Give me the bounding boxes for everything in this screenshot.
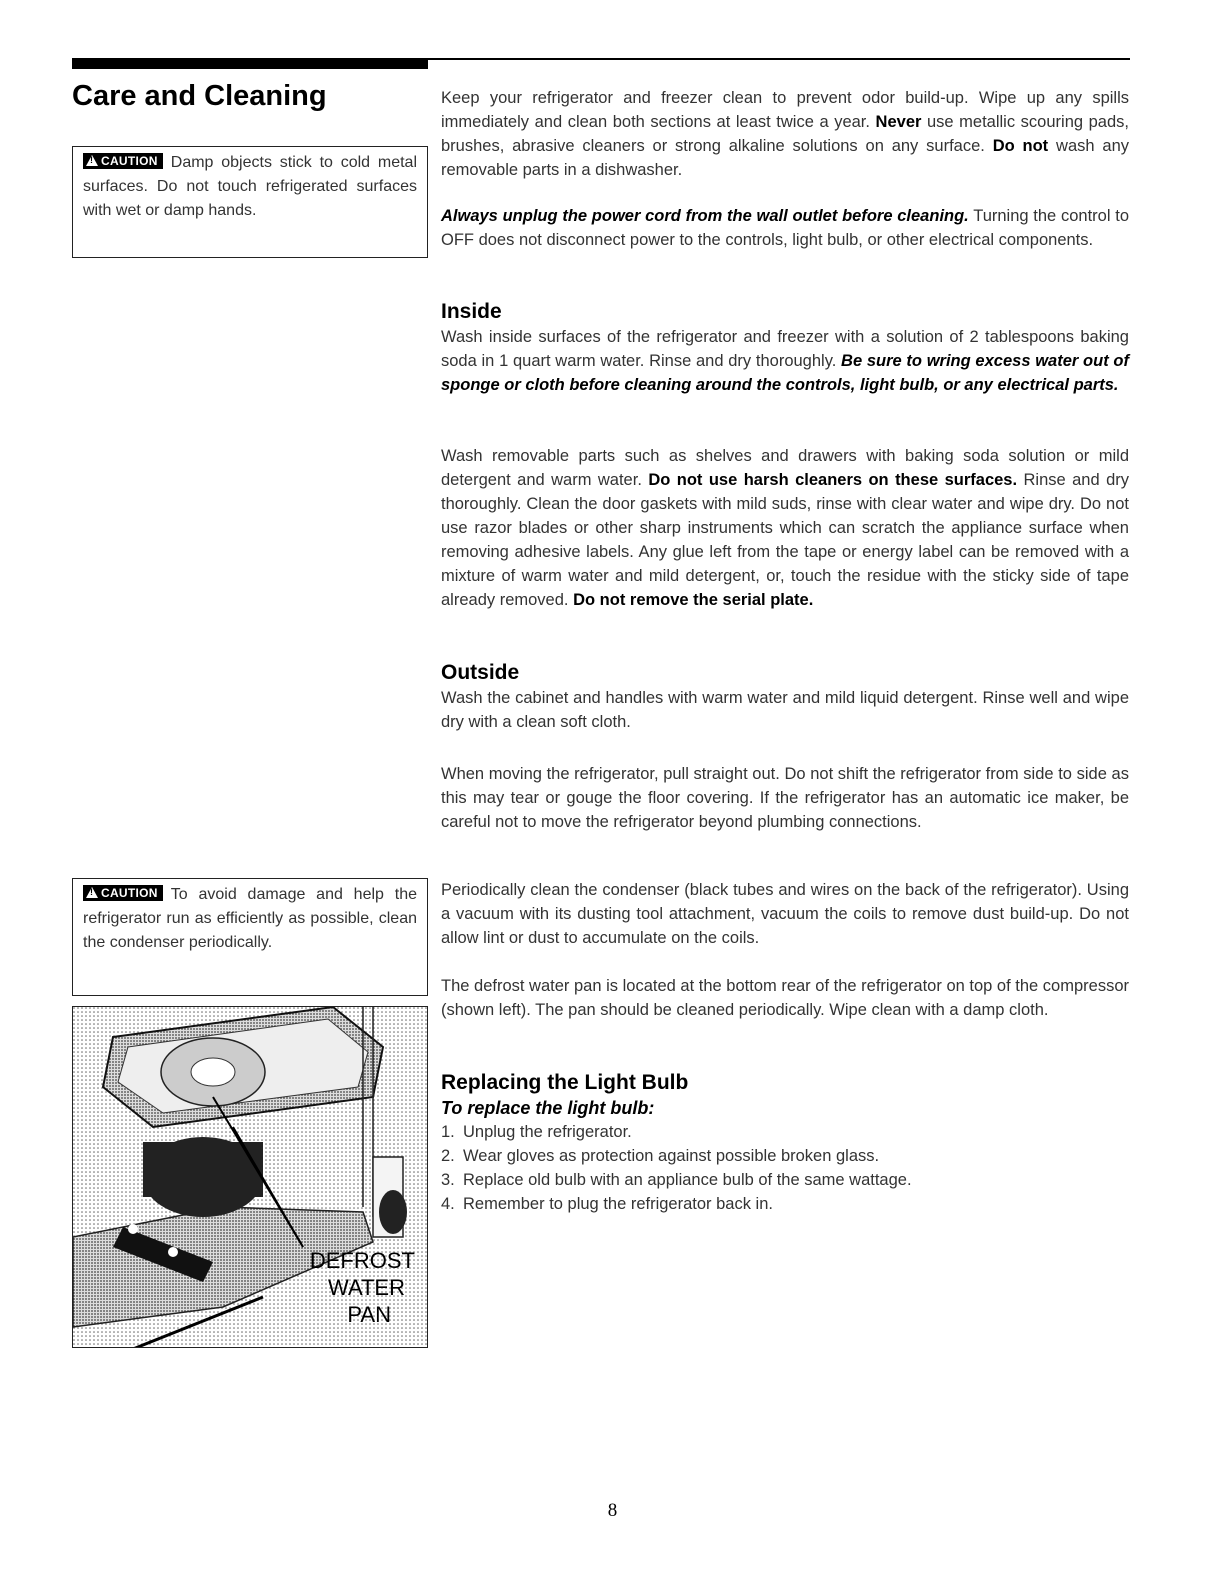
caution-text: To avoid damage and help the refrigerator run as efficiently as possible, clean the condenser periodically. [83, 886, 417, 951]
inside-text: Wash removable parts such as shelves and drawers with baking soda solution or mild detergent and warm water. [441, 447, 1129, 489]
warning-icon [86, 155, 98, 166]
inside-emphasis: Do not use harsh cleaners on these surfaces. [648, 471, 1018, 489]
unplug-warning: Always unplug the power cord from the wall outlet before cleaning. [441, 207, 969, 225]
caution-text: Damp objects stick to cold metal surfaces. Do not touch refrigerated surfaces with wet or damp hands. [83, 154, 417, 219]
step-number: 4. [441, 1195, 455, 1213]
figure-label-line1: DEFROST [309, 1248, 415, 1273]
figure-label-line3: PAN [347, 1302, 391, 1327]
condenser-section [441, 878, 1129, 950]
inside-warning: Be sure to wring excess water out of sponge or cloth before cleaning around the controls, light bulb, or any electrical parts. [441, 352, 1129, 394]
caution-box-condenser [72, 878, 428, 996]
caution-label: CAUTION [101, 885, 158, 900]
outside-paragraph-1: Wash the cabinet and handles with warm water and mild liquid detergent. Rinse well and wipe dry with a clean soft cloth. [441, 689, 1129, 731]
inside-heading: Inside [441, 300, 502, 323]
step-text: Replace old bulb with an appliance bulb of the same wattage. [463, 1171, 912, 1189]
intro-text: Keep your refrigerator and freezer clean to prevent odor build-up. Wipe up any spills immediately and clean both sections at least twice a year. [441, 89, 1129, 131]
inside-text: Rinse and dry thoroughly. Clean the door gaskets with mild suds, rinse with clear water and wipe dry. Do not use razor blades or other sharp instruments which can scratch the appliance surface when removing adhesive labels. Any glue left from the tape or energy label can be removed with a mixture of warm water and mild detergent, or, touch the residue with the sticky side of tape already removed. [441, 471, 1130, 609]
page-number: 8 [607, 1500, 618, 1521]
inside-emphasis: Do not remove the serial plate. [573, 591, 814, 609]
figure-label-line2: WATER [328, 1275, 405, 1300]
caution-badge [83, 153, 163, 169]
intro-text: wash any removable parts in a dishwasher. [441, 137, 1129, 179]
step-item [441, 1120, 1129, 1144]
step-item [441, 1144, 1129, 1168]
unplug-paragraph [441, 204, 1129, 252]
step-number: 1. [441, 1123, 455, 1141]
unplug-section [441, 204, 1129, 252]
moving-section [441, 762, 1129, 834]
caution-box-cold-surfaces [72, 146, 428, 258]
intro-emphasis: Never [875, 113, 922, 131]
step-number: 2. [441, 1147, 455, 1165]
header-rule-thick [72, 58, 428, 69]
intro-text: use metallic scouring pads, brushes, abrasive cleaners or strong alkaline solutions on any surface. [441, 113, 1129, 155]
step-text: Unplug the refrigerator. [463, 1123, 632, 1141]
caution-label: CAUTION [101, 153, 158, 168]
step-text: Wear gloves as protection against possible broken glass. [463, 1147, 880, 1165]
light-bulb-steps [441, 1120, 1129, 1216]
light-bulb-section [441, 1070, 1129, 1216]
warning-icon [86, 887, 98, 898]
header-rule-thin [428, 58, 1130, 60]
step-item [441, 1168, 1129, 1192]
light-bulb-heading: Replacing the Light Bulb [441, 1071, 689, 1094]
light-bulb-subheading: To replace the light bulb: [441, 1098, 655, 1118]
step-item [441, 1192, 1129, 1216]
step-number: 3. [441, 1171, 455, 1189]
outside-heading: Outside [441, 661, 520, 684]
inside-section [441, 299, 1129, 397]
inside-paragraph-2 [441, 444, 1129, 612]
inside-section-2 [441, 444, 1129, 612]
intro-emphasis: Do not [992, 137, 1049, 155]
inside-text: Wash inside surfaces of the refrigerator and freezer with a solution of 2 tablespoons baking soda in 1 quart warm water. Rinse and dry thoroughly. [441, 328, 1129, 370]
unplug-text: Turning the control to OFF does not disconnect power to the controls, light bulb, or other electrical components. [441, 207, 1129, 249]
defrost-pan-illustration [72, 1006, 428, 1348]
outside-paragraph-2: When moving the refrigerator, pull straight out. Do not shift the refrigerator from side to side as this may tear or gouge the floor covering. If the refrigerator has an automatic ice maker, be careful not to move the refrigerator beyond plumbing connections. [441, 765, 1129, 831]
inside-paragraph-1 [441, 325, 1129, 397]
defrost-section [441, 974, 1129, 1022]
outside-paragraph-4: The defrost water pan is located at the bottom rear of the refrigerator on top of the compressor (shown left). The pan should be cleaned periodically. Wipe clean with a damp cloth. [441, 977, 1129, 1019]
page-title: Care and Cleaning [72, 80, 327, 112]
outside-section [441, 660, 1129, 734]
intro-section [441, 86, 1129, 182]
step-text: Remember to plug the refrigerator back in. [463, 1195, 773, 1213]
intro-paragraph-1 [441, 86, 1129, 182]
outside-paragraph-3: Periodically clean the condenser (black tubes and wires on the back of the refrigerator). Using a vacuum with its dusting tool attachment, vacuum the coils to remove dust build-up. Do not allow lint or dust to accumulate on the coils. [441, 881, 1129, 947]
caution-badge [83, 885, 163, 901]
